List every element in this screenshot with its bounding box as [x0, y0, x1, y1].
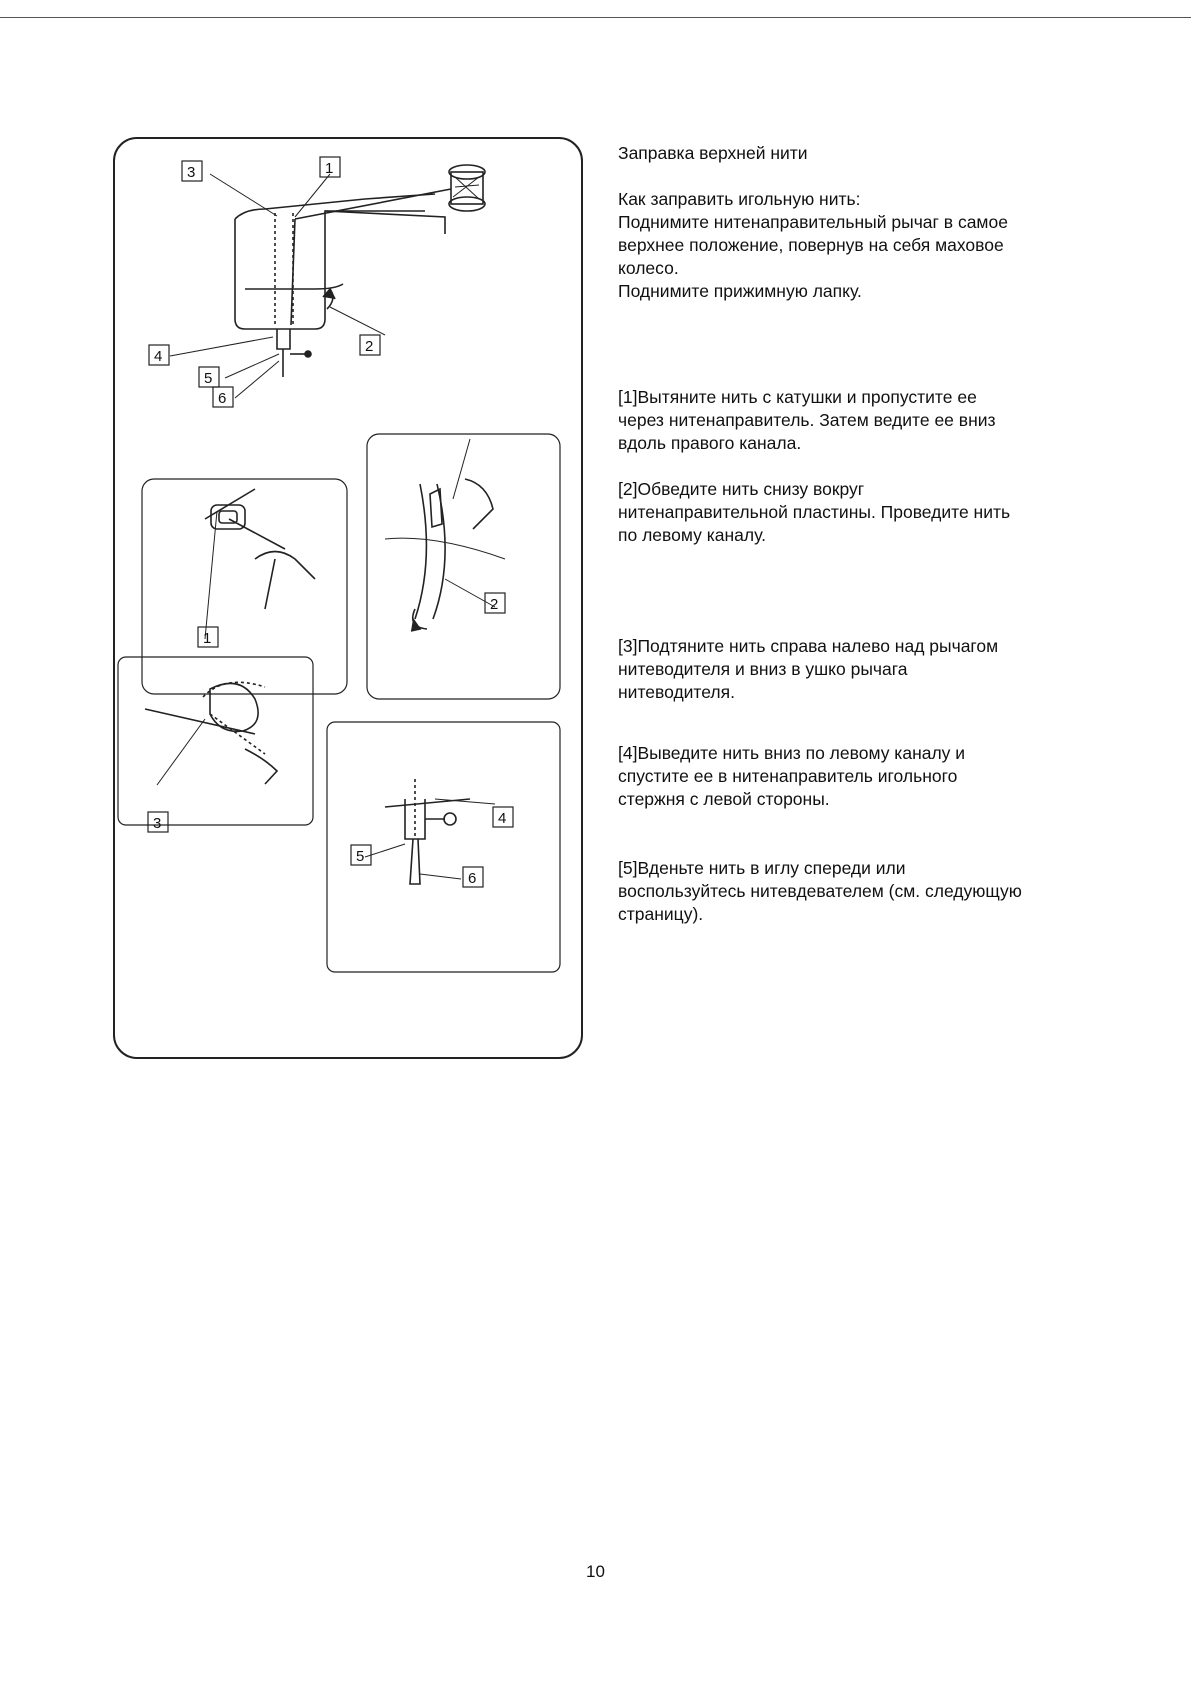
step-1: [1]Вытяните нить с катушки и пропустите ее через нитенаправитель. Затем ведите ее вниз вдоль правого канала.: [618, 387, 996, 453]
step-5: [5]Вденьте нить в иглу спереди или воспользуйтесь нитевдевателем (см. следующую страницу).: [618, 858, 1022, 924]
callout-main-2: 2: [365, 338, 374, 355]
callout-main-4: 4: [154, 348, 163, 365]
callout-main-6: 6: [218, 390, 227, 407]
callout-main-3: 3: [187, 164, 196, 181]
callout-detail-d-4: 4: [498, 810, 507, 827]
detail-c-drawing: [145, 682, 277, 785]
callout-detail-d-6: 6: [468, 870, 477, 887]
step-3: [3]Подтяните нить справа налево над рычагом нитеводителя и вниз в ушко рычага нитеводителя.: [618, 636, 999, 702]
instructions-column: [618, 142, 1098, 924]
top-rule: [0, 17, 1191, 18]
page-number: 10: [586, 1562, 605, 1581]
callout-main-5: 5: [204, 370, 213, 387]
detail-b-drawing: [385, 439, 505, 631]
callout-detail-d-5: 5: [356, 848, 365, 865]
callout-main-1: 1: [325, 160, 334, 177]
step-4: [4]Выведите нить вниз по левому каналу и спустите ее в нитенаправитель игольного стержня с левой стороны.: [618, 743, 966, 809]
detail-d-drawing: [365, 779, 495, 884]
detail-a-drawing: [205, 489, 315, 639]
threading-illustration: [113, 137, 583, 1059]
callout-detail-a: 1: [203, 630, 212, 647]
step-2: [2]Обведите нить снизу вокруг нитенаправительной пластины. Проведите нить по левому каналу.: [618, 479, 1011, 545]
section-heading: Заправка верхней нити: [618, 143, 808, 163]
intro-paragraph: Как заправить игольную нить: Поднимите нитенаправительный рычаг в самое верхнее положение, повернув на себя маховое колесо. Поднимите прижимную лапку.: [618, 189, 1008, 301]
callout-detail-c: 3: [153, 815, 162, 832]
callout-detail-b: 2: [490, 596, 499, 613]
